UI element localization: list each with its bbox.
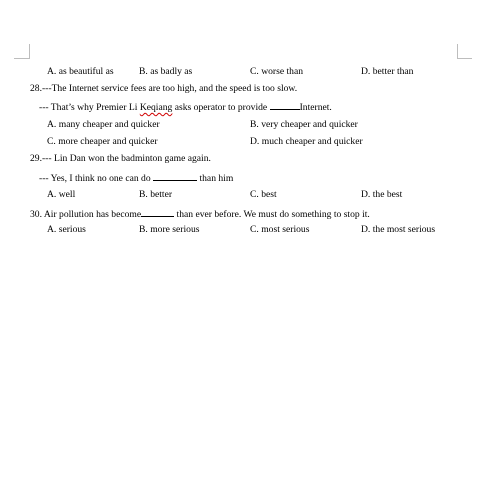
q30-option-d: D. the most serious	[361, 224, 436, 235]
q27-option-a: A. as beautiful as	[47, 66, 114, 77]
q29-option-b: B. better	[139, 189, 173, 200]
q27-option-c: C. worse than	[250, 66, 304, 77]
q29-answer-blank	[153, 171, 197, 181]
q29-option-c: C. best	[250, 189, 277, 200]
q28-response-prefix: --- That’s why Premier Li	[39, 102, 140, 113]
q30-option-a: A. serious	[47, 224, 86, 235]
q29-option-d: D. the best	[361, 189, 403, 200]
q28-stem: 28.---The Internet service fees are too high, and the speed is too slow.	[30, 83, 298, 94]
q28-answer-blank	[270, 100, 300, 110]
margin-corner-mark-right-h	[457, 58, 472, 59]
q27-option-d: D. better than	[361, 66, 414, 77]
q30-option-b: B. more serious	[139, 224, 200, 235]
q28-option-c: C. more cheaper and quicker	[47, 136, 158, 147]
q30-option-c: C. most serious	[250, 224, 310, 235]
q27-option-b: B. as badly as	[139, 66, 193, 77]
q29-stem: 29.--- Lin Dan won the badminton game again.	[30, 153, 211, 164]
q29-response	[39, 171, 233, 183]
q28-option-d: D. much cheaper and quicker	[250, 136, 363, 147]
q30-answer-blank	[141, 207, 174, 217]
margin-corner-mark-left	[29, 44, 30, 59]
margin-corner-mark-right	[457, 44, 458, 59]
q28-response-name: Keqiang	[139, 102, 173, 113]
q28-option-a: A. many cheaper and quicker	[47, 119, 160, 130]
q30-stem-suffix: than ever before. We must do something to stop it.	[176, 209, 370, 220]
q30-stem-prefix: 30. Air pollution has become	[30, 209, 142, 220]
q28-response	[39, 100, 332, 112]
q28-response-suffix: Internet.	[299, 102, 332, 113]
q28-option-b: B. very cheaper and quicker	[250, 119, 358, 130]
q29-option-a: A. well	[47, 189, 76, 200]
q28-response-mid: asks operator to provide	[172, 102, 268, 113]
margin-corner-mark-left-h	[14, 58, 29, 59]
q29-response-suffix: than him	[199, 173, 234, 184]
q30-stem	[30, 207, 370, 219]
q29-response-prefix: --- Yes, I think no one can do	[39, 173, 151, 184]
